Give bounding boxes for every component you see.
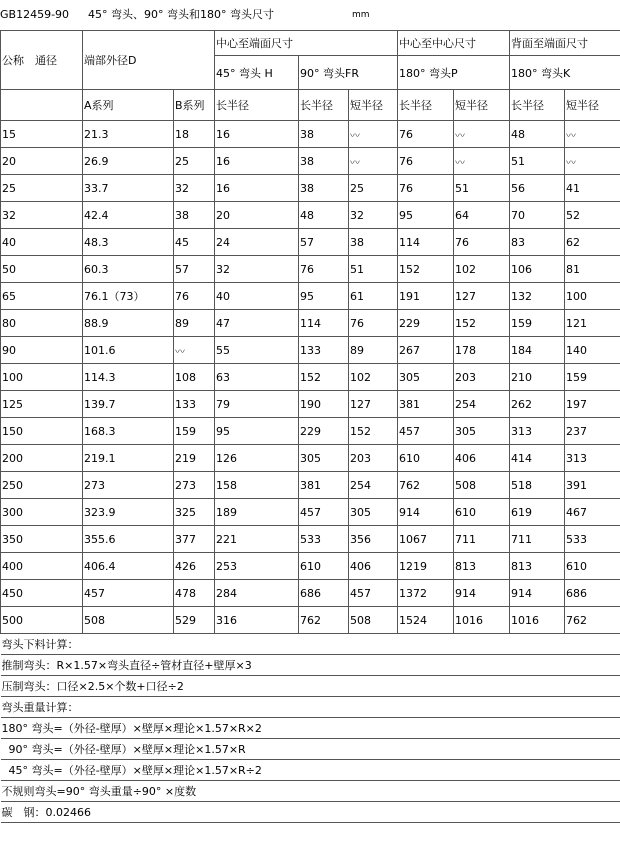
- cell-a-series-od: 219.1: [83, 445, 174, 472]
- header-center-to-center: 中心至中心尺寸: [398, 31, 510, 56]
- cell-nominal-diameter: 15: [1, 121, 83, 148]
- cell-p180-long: 381: [398, 391, 454, 418]
- cell-h45-long: 20: [215, 202, 299, 229]
- cell-fr90-long: 229: [299, 418, 349, 445]
- header-a-series: A系列: [83, 90, 174, 121]
- cell-h45-long: 95: [215, 418, 299, 445]
- cell-nominal-diameter: 32: [1, 202, 83, 229]
- cell-h45-long: 24: [215, 229, 299, 256]
- table-row: [1, 553, 620, 580]
- cell-p180-short: 64: [454, 202, 510, 229]
- table-row: [1, 202, 620, 229]
- standard-code: GB12459-90: [0, 8, 70, 21]
- cell-h45-long: 32: [215, 256, 299, 283]
- cell-k180-short: 81: [565, 256, 620, 283]
- formula-note: 碳 钢：0.02466: [1, 802, 620, 823]
- cell-p180-short: 406: [454, 445, 510, 472]
- cell-fr90-long: 457: [299, 499, 349, 526]
- cell-h45-long: 253: [215, 553, 299, 580]
- cell-fr90-short: 〰: [349, 121, 398, 148]
- cell-k180-long: 159: [510, 310, 565, 337]
- cell-k180-long: 210: [510, 364, 565, 391]
- header-end-outer-diameter: 端部外径D: [83, 31, 215, 90]
- cell-nominal-diameter: 100: [1, 364, 83, 391]
- cell-fr90-long: 762: [299, 607, 349, 634]
- cell-k180-short: 391: [565, 472, 620, 499]
- cell-h45-long: 16: [215, 121, 299, 148]
- cell-a-series-od: 26.9: [83, 148, 174, 175]
- cell-b-series-od: 273: [174, 472, 215, 499]
- note-row: [1, 676, 620, 697]
- cell-p180-long: 152: [398, 256, 454, 283]
- cell-fr90-short: 203: [349, 445, 398, 472]
- cell-a-series-od: 33.7: [83, 175, 174, 202]
- elbow-dimension-table: [0, 30, 620, 823]
- cell-p180-long: 76: [398, 175, 454, 202]
- cell-k180-long: 51: [510, 148, 565, 175]
- cell-k180-short: 121: [565, 310, 620, 337]
- cell-p180-long: 1219: [398, 553, 454, 580]
- cell-fr90-short: 25: [349, 175, 398, 202]
- note-row: [1, 655, 620, 676]
- table-row: [1, 148, 620, 175]
- cell-a-series-od: 406.4: [83, 553, 174, 580]
- cell-b-series-od: 478: [174, 580, 215, 607]
- cell-h45-long: 55: [215, 337, 299, 364]
- cell-h45-long: 16: [215, 175, 299, 202]
- formula-note: 弯头重量计算：: [1, 697, 620, 718]
- cell-k180-short: 197: [565, 391, 620, 418]
- formula-note: 不规则弯头=90° 弯头重量÷90° ×度数: [1, 781, 620, 802]
- table-row: [1, 607, 620, 634]
- cell-nominal-diameter: 90: [1, 337, 83, 364]
- cell-k180-short: 237: [565, 418, 620, 445]
- cell-k180-short: 686: [565, 580, 620, 607]
- cell-p180-long: 1524: [398, 607, 454, 634]
- formula-note: 90° 弯头=（外径-壁厚）×壁厚×理论×1.57×R: [1, 739, 620, 760]
- cell-a-series-od: 114.3: [83, 364, 174, 391]
- table-row: [1, 256, 620, 283]
- cell-nominal-diameter: 20: [1, 148, 83, 175]
- cell-a-series-od: 48.3: [83, 229, 174, 256]
- cell-p180-short: 127: [454, 283, 510, 310]
- table-row: [1, 526, 620, 553]
- cell-b-series-od: 529: [174, 607, 215, 634]
- cell-k180-short: 〰: [565, 121, 620, 148]
- cell-fr90-long: 686: [299, 580, 349, 607]
- table-row: [1, 337, 620, 364]
- cell-b-series-od: 18: [174, 121, 215, 148]
- cell-fr90-short: 508: [349, 607, 398, 634]
- cell-b-series-od: 377: [174, 526, 215, 553]
- cell-h45-long: 284: [215, 580, 299, 607]
- cell-p180-long: 76: [398, 121, 454, 148]
- header-p-long-radius: 长半径: [398, 90, 454, 121]
- cell-p180-long: 1067: [398, 526, 454, 553]
- cell-fr90-short: 356: [349, 526, 398, 553]
- cell-a-series-od: 508: [83, 607, 174, 634]
- unit-label: mm: [352, 10, 370, 20]
- cell-k180-long: 184: [510, 337, 565, 364]
- cell-fr90-long: 76: [299, 256, 349, 283]
- table-row: [1, 175, 620, 202]
- cell-h45-long: 63: [215, 364, 299, 391]
- cell-h45-long: 79: [215, 391, 299, 418]
- cell-fr90-short: 305: [349, 499, 398, 526]
- cell-fr90-long: 95: [299, 283, 349, 310]
- cell-p180-long: 95: [398, 202, 454, 229]
- cell-p180-short: 152: [454, 310, 510, 337]
- cell-fr90-short: 152: [349, 418, 398, 445]
- note-row: [1, 634, 620, 655]
- cell-fr90-long: 114: [299, 310, 349, 337]
- cell-fr90-long: 133: [299, 337, 349, 364]
- cell-fr90-long: 38: [299, 121, 349, 148]
- cell-p180-short: 305: [454, 418, 510, 445]
- header-k-long-radius: 长半径: [510, 90, 565, 121]
- cell-k180-long: 414: [510, 445, 565, 472]
- cell-k180-short: 52: [565, 202, 620, 229]
- table-row: [1, 580, 620, 607]
- cell-k180-long: 106: [510, 256, 565, 283]
- cell-fr90-long: 38: [299, 148, 349, 175]
- cell-k180-short: 313: [565, 445, 620, 472]
- cell-a-series-od: 323.9: [83, 499, 174, 526]
- header-p-short-radius: 短半径: [454, 90, 510, 121]
- cell-p180-short: 〰: [454, 121, 510, 148]
- cell-p180-short: 610: [454, 499, 510, 526]
- cell-p180-long: 229: [398, 310, 454, 337]
- cell-k180-long: 1016: [510, 607, 565, 634]
- cell-a-series-od: 101.6: [83, 337, 174, 364]
- header-45-elbow-h: 45° 弯头 H: [215, 56, 299, 90]
- cell-p180-short: 〰: [454, 148, 510, 175]
- cell-nominal-diameter: 50: [1, 256, 83, 283]
- cell-p180-long: 267: [398, 337, 454, 364]
- cell-nominal-diameter: 450: [1, 580, 83, 607]
- cell-p180-long: 114: [398, 229, 454, 256]
- cell-fr90-short: 102: [349, 364, 398, 391]
- cell-k180-short: 762: [565, 607, 620, 634]
- cell-p180-long: 305: [398, 364, 454, 391]
- note-row: [1, 718, 620, 739]
- note-row: [1, 802, 620, 823]
- formula-note: 弯头下料计算：: [1, 634, 620, 655]
- cell-p180-long: 76: [398, 148, 454, 175]
- header-center-to-end: 中心至端面尺寸: [215, 31, 398, 56]
- cell-fr90-short: 38: [349, 229, 398, 256]
- cell-nominal-diameter: 250: [1, 472, 83, 499]
- formula-note: 压制弯头：口径×2.5×个数+口径÷2: [1, 676, 620, 697]
- cell-k180-long: 56: [510, 175, 565, 202]
- cell-nominal-diameter: 150: [1, 418, 83, 445]
- cell-b-series-od: 219: [174, 445, 215, 472]
- cell-a-series-od: 21.3: [83, 121, 174, 148]
- cell-a-series-od: 139.7: [83, 391, 174, 418]
- table-row: [1, 499, 620, 526]
- cell-b-series-od: 38: [174, 202, 215, 229]
- cell-h45-long: 316: [215, 607, 299, 634]
- cell-p180-long: 914: [398, 499, 454, 526]
- cell-p180-long: 1372: [398, 580, 454, 607]
- cell-nominal-diameter: 125: [1, 391, 83, 418]
- cell-b-series-od: 45: [174, 229, 215, 256]
- cell-p180-short: 203: [454, 364, 510, 391]
- header-back-to-end: 背面至端面尺寸: [510, 31, 620, 56]
- cell-nominal-diameter: 80: [1, 310, 83, 337]
- cell-b-series-od: 159: [174, 418, 215, 445]
- cell-b-series-od: 32: [174, 175, 215, 202]
- cell-b-series-od: 426: [174, 553, 215, 580]
- cell-a-series-od: 76.1（73）: [83, 283, 174, 310]
- cell-b-series-od: 57: [174, 256, 215, 283]
- header-180-elbow-k: 180° 弯头K: [510, 56, 620, 90]
- header-nominal-diameter: 公称 通径: [1, 31, 83, 90]
- table-row: [1, 364, 620, 391]
- cell-p180-long: 762: [398, 472, 454, 499]
- cell-p180-short: 914: [454, 580, 510, 607]
- note-row: [1, 697, 620, 718]
- table-row: [1, 283, 620, 310]
- cell-fr90-long: 57: [299, 229, 349, 256]
- cell-fr90-long: 38: [299, 175, 349, 202]
- cell-p180-short: 76: [454, 229, 510, 256]
- cell-p180-short: 178: [454, 337, 510, 364]
- cell-fr90-short: 254: [349, 472, 398, 499]
- note-row: [1, 760, 620, 781]
- note-row: [1, 781, 620, 802]
- cell-p180-long: 610: [398, 445, 454, 472]
- table-row: [1, 229, 620, 256]
- cell-k180-short: 41: [565, 175, 620, 202]
- cell-b-series-od: 133: [174, 391, 215, 418]
- cell-p180-short: 1016: [454, 607, 510, 634]
- cell-k180-long: 132: [510, 283, 565, 310]
- cell-fr90-short: 〰: [349, 148, 398, 175]
- table-row: [1, 472, 620, 499]
- cell-b-series-od: 89: [174, 310, 215, 337]
- cell-fr90-long: 305: [299, 445, 349, 472]
- header-fr-short-radius: 短半径: [349, 90, 398, 121]
- cell-nominal-diameter: 200: [1, 445, 83, 472]
- cell-fr90-long: 190: [299, 391, 349, 418]
- cell-fr90-long: 381: [299, 472, 349, 499]
- cell-fr90-short: 32: [349, 202, 398, 229]
- cell-a-series-od: 42.4: [83, 202, 174, 229]
- formula-note: 45° 弯头=（外径-壁厚）×壁厚×理论×1.57×R÷2: [1, 760, 620, 781]
- cell-fr90-long: 533: [299, 526, 349, 553]
- header-90-elbow-fr: 90° 弯头FR: [299, 56, 398, 90]
- header-blank: [1, 90, 83, 121]
- cell-k180-long: 711: [510, 526, 565, 553]
- cell-fr90-short: 127: [349, 391, 398, 418]
- cell-nominal-diameter: 500: [1, 607, 83, 634]
- cell-h45-long: 47: [215, 310, 299, 337]
- formula-note: 180° 弯头=（外径-壁厚）×壁厚×理论×1.57×R×2: [1, 718, 620, 739]
- cell-p180-long: 191: [398, 283, 454, 310]
- table-row: [1, 121, 620, 148]
- cell-k180-long: 914: [510, 580, 565, 607]
- cell-k180-long: 619: [510, 499, 565, 526]
- cell-h45-long: 40: [215, 283, 299, 310]
- header-fr-long-radius: 长半径: [299, 90, 349, 121]
- header-b-series: B系列: [174, 90, 215, 121]
- cell-nominal-diameter: 400: [1, 553, 83, 580]
- cell-k180-short: 140: [565, 337, 620, 364]
- cell-p180-short: 711: [454, 526, 510, 553]
- document-title-line: [0, 0, 620, 30]
- cell-a-series-od: 457: [83, 580, 174, 607]
- cell-nominal-diameter: 300: [1, 499, 83, 526]
- cell-fr90-short: 61: [349, 283, 398, 310]
- formula-note: 推制弯头：R×1.57×弯头直径÷管材直径+壁厚×3: [1, 655, 620, 676]
- cell-a-series-od: 88.9: [83, 310, 174, 337]
- cell-nominal-diameter: 25: [1, 175, 83, 202]
- cell-b-series-od: 〰: [174, 337, 215, 364]
- cell-a-series-od: 60.3: [83, 256, 174, 283]
- cell-nominal-diameter: 350: [1, 526, 83, 553]
- cell-nominal-diameter: 40: [1, 229, 83, 256]
- cell-k180-long: 83: [510, 229, 565, 256]
- cell-b-series-od: 325: [174, 499, 215, 526]
- cell-b-series-od: 76: [174, 283, 215, 310]
- note-row: [1, 739, 620, 760]
- cell-p180-short: 508: [454, 472, 510, 499]
- cell-h45-long: 16: [215, 148, 299, 175]
- cell-k180-short: 〰: [565, 148, 620, 175]
- cell-fr90-short: 76: [349, 310, 398, 337]
- cell-b-series-od: 108: [174, 364, 215, 391]
- cell-k180-short: 467: [565, 499, 620, 526]
- cell-k180-long: 262: [510, 391, 565, 418]
- cell-k180-long: 313: [510, 418, 565, 445]
- table-row: [1, 391, 620, 418]
- cell-p180-long: 457: [398, 418, 454, 445]
- cell-h45-long: 189: [215, 499, 299, 526]
- cell-nominal-diameter: 65: [1, 283, 83, 310]
- header-180-elbow-p: 180° 弯头P: [398, 56, 510, 90]
- cell-p180-short: 51: [454, 175, 510, 202]
- table-row: [1, 418, 620, 445]
- header-k-short-radius: 短半径: [565, 90, 620, 121]
- cell-fr90-short: 457: [349, 580, 398, 607]
- cell-p180-short: 102: [454, 256, 510, 283]
- header-h-long-radius: 长半径: [215, 90, 299, 121]
- cell-p180-short: 254: [454, 391, 510, 418]
- cell-a-series-od: 355.6: [83, 526, 174, 553]
- cell-k180-long: 518: [510, 472, 565, 499]
- cell-k180-short: 533: [565, 526, 620, 553]
- cell-fr90-long: 610: [299, 553, 349, 580]
- table-row: [1, 310, 620, 337]
- cell-k180-short: 159: [565, 364, 620, 391]
- cell-fr90-short: 406: [349, 553, 398, 580]
- cell-b-series-od: 25: [174, 148, 215, 175]
- cell-h45-long: 158: [215, 472, 299, 499]
- cell-k180-long: 813: [510, 553, 565, 580]
- table-title: 45° 弯头、90° 弯头和180° 弯头尺寸: [88, 8, 274, 21]
- cell-fr90-short: 51: [349, 256, 398, 283]
- cell-fr90-short: 89: [349, 337, 398, 364]
- cell-k180-long: 48: [510, 121, 565, 148]
- cell-k180-short: 62: [565, 229, 620, 256]
- cell-p180-short: 813: [454, 553, 510, 580]
- cell-a-series-od: 273: [83, 472, 174, 499]
- cell-k180-short: 100: [565, 283, 620, 310]
- cell-fr90-long: 152: [299, 364, 349, 391]
- cell-fr90-long: 48: [299, 202, 349, 229]
- cell-k180-long: 70: [510, 202, 565, 229]
- cell-k180-short: 610: [565, 553, 620, 580]
- table-row: [1, 445, 620, 472]
- cell-h45-long: 126: [215, 445, 299, 472]
- cell-a-series-od: 168.3: [83, 418, 174, 445]
- cell-h45-long: 221: [215, 526, 299, 553]
